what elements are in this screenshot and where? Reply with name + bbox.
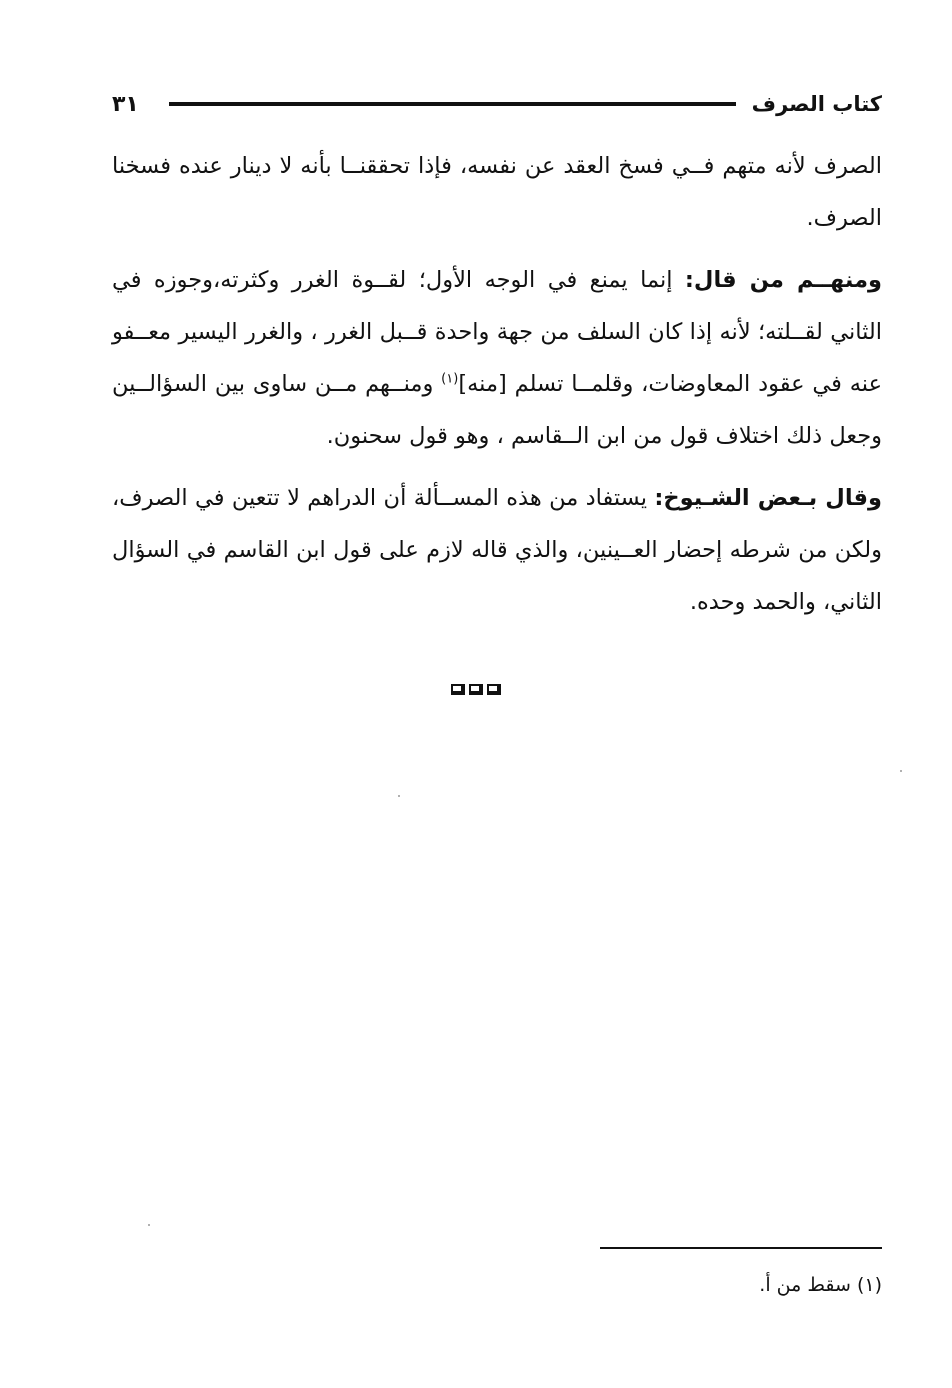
footnote [112, 1270, 882, 1300]
ornament-square-icon [451, 684, 465, 695]
ornament-square-icon [487, 684, 501, 695]
paragraph-lead: ومنهــم من قال: [684, 267, 882, 293]
header-rule [169, 102, 736, 106]
footnote-text: (١) سقط من أ. [759, 1274, 882, 1296]
scan-speck [398, 795, 400, 797]
ornament-square-icon [469, 684, 483, 695]
page-number: ٣١ [112, 91, 139, 117]
body-text [112, 140, 882, 628]
footnote-marker: (١) [441, 371, 459, 387]
paragraph-1 [112, 140, 882, 244]
paragraph-text: الصرف لأنه متهم فــي فسخ العقد عن نفسه، فإذا تحققنــا بأنه لا دينار عنده فسخنا الصرف. [112, 153, 882, 231]
paragraph-3 [112, 472, 882, 628]
paragraph-lead: وقال بـعض الشـيوخ: [654, 485, 882, 511]
scan-speck [900, 770, 902, 772]
paragraph-text-continued: ومنــهم مــن ساوى بين السؤالــين وجعل ذلك اختلاف قول من ابن الــقاسم ، وهو قول سحنون. [112, 371, 882, 449]
paragraph-text: إنما يمنع في الوجه الأول؛ لقــوة الغرر وكثرته،وجوزه في الثاني لقــلته؛ لأنه إذا كان السلف من جهة واحدة قــبل الغرر ، والغرر اليسير معــفو عنه في عقود المعاوضات، وقلمــا تسلم [منه] [112, 267, 882, 397]
running-title: كتاب الصرف [751, 92, 882, 116]
scan-speck [148, 1224, 150, 1226]
paragraph-text: يستفاد من هذه المســألة أن الدراهم لا تتعين في الصرف، ولكن من شرطه إحضار العــينين، والذي قاله لازم على قول ابن القاسم في السؤال الثاني، والحمد وحده. [112, 485, 882, 615]
paragraph-2 [112, 254, 882, 462]
section-end-ornament [0, 680, 952, 699]
footnote-separator [600, 1247, 882, 1249]
page-header [112, 86, 882, 122]
